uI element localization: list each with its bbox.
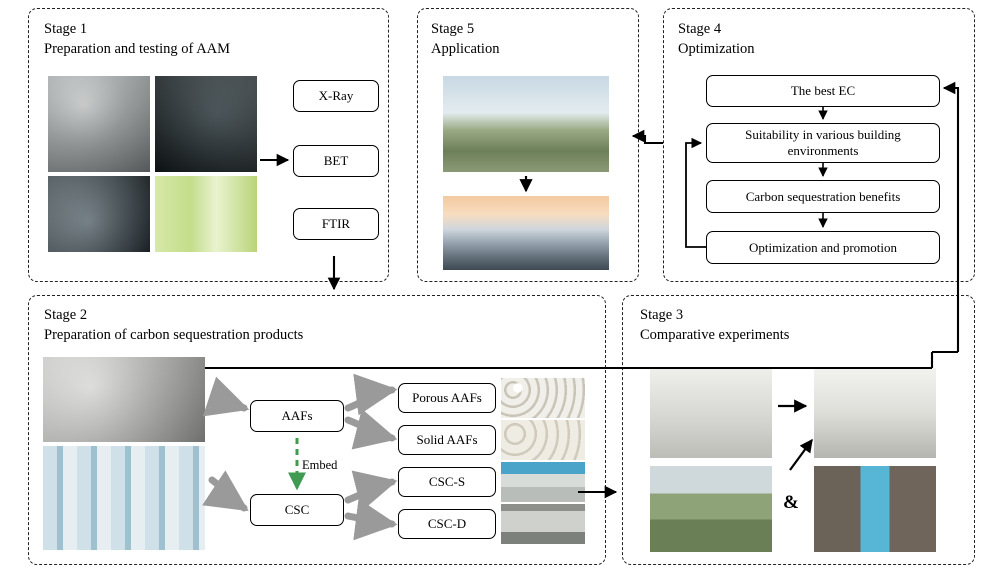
conjunction-ampersand: & (783, 492, 799, 513)
photo-field-wall (814, 466, 936, 552)
stage-4-subtitle: Optimization (678, 40, 755, 57)
product-node-porous-aafs-label: Porous AAFs (412, 390, 482, 405)
material-node-aafs[interactable] (250, 400, 344, 432)
material-node-csc-label: CSC (284, 502, 310, 517)
product-node-csc-s-label: CSC-S (428, 474, 466, 489)
stage-1-label: Stage 1 (44, 21, 88, 37)
test-node-x-ray-label: X-Ray (318, 88, 354, 103)
stage-4-title (678, 20, 958, 59)
stage-1-title (44, 20, 374, 59)
product-node-csc-d[interactable] (398, 509, 496, 539)
opt-step-carbon-benefits[interactable] (706, 180, 940, 213)
opt-step-best-ec-label: The best EC (790, 83, 856, 98)
stage-5-subtitle: Application (431, 40, 500, 57)
stage-1-subtitle: Preparation and testing of AAM (44, 40, 231, 57)
product-node-solid-aafs-label: Solid AAFs (416, 432, 478, 447)
stage-3-subtitle: Comparative experiments (640, 326, 790, 343)
opt-step-optimization-promotion[interactable] (706, 231, 940, 264)
photo-lab-mixing (48, 76, 150, 172)
opt-step-optimization-promotion-label: Optimization and promotion (748, 239, 898, 255)
material-node-aafs-label: AAFs (281, 408, 313, 423)
photo-porous-aafs (501, 378, 585, 418)
photo-csc-d (501, 504, 585, 544)
test-node-ftir-label: FTIR (321, 216, 351, 231)
stage-2-label: Stage 2 (44, 307, 88, 323)
test-node-bet-label: BET (323, 153, 349, 168)
photo-solid-aafs (501, 420, 585, 460)
photo-lab-casting (48, 176, 150, 252)
photo-testing-machine (814, 368, 936, 458)
test-node-ftir[interactable] (293, 208, 379, 240)
product-node-solid-aafs[interactable] (398, 425, 496, 455)
embed-label: Embed (302, 458, 338, 472)
product-node-csc-s[interactable] (398, 467, 496, 497)
material-node-csc[interactable] (250, 494, 344, 526)
photo-green-mold (155, 176, 257, 252)
stage-5-title (431, 20, 631, 59)
photo-city-skyline (443, 196, 609, 270)
photo-blue-panels (43, 446, 205, 550)
test-node-bet[interactable] (293, 145, 379, 177)
stage-4-label: Stage 4 (678, 21, 722, 37)
opt-step-carbon-benefits-label: Carbon sequestration benefits (745, 188, 901, 204)
photo-modern-building (443, 76, 609, 172)
product-node-csc-d-label: CSC-D (427, 516, 467, 531)
test-node-x-ray[interactable] (293, 80, 379, 112)
stage-3-title (640, 306, 960, 345)
photo-concrete-blocks (43, 357, 205, 442)
opt-step-suitability[interactable] (706, 123, 940, 163)
photo-greenhouse (650, 466, 772, 552)
opt-step-best-ec[interactable] (706, 75, 940, 107)
stage-3-label: Stage 3 (640, 307, 684, 323)
product-node-porous-aafs[interactable] (398, 383, 496, 413)
photo-csc-s (501, 462, 585, 502)
photo-lab-weighing (155, 76, 257, 172)
stage-2-title (44, 306, 584, 345)
photo-carbonation-chamber (650, 368, 772, 458)
stage-2-subtitle: Preparation of carbon sequestration products (44, 326, 304, 343)
stage-5-label: Stage 5 (431, 21, 475, 37)
opt-step-suitability-label: Suitability in various building environments (745, 127, 901, 158)
